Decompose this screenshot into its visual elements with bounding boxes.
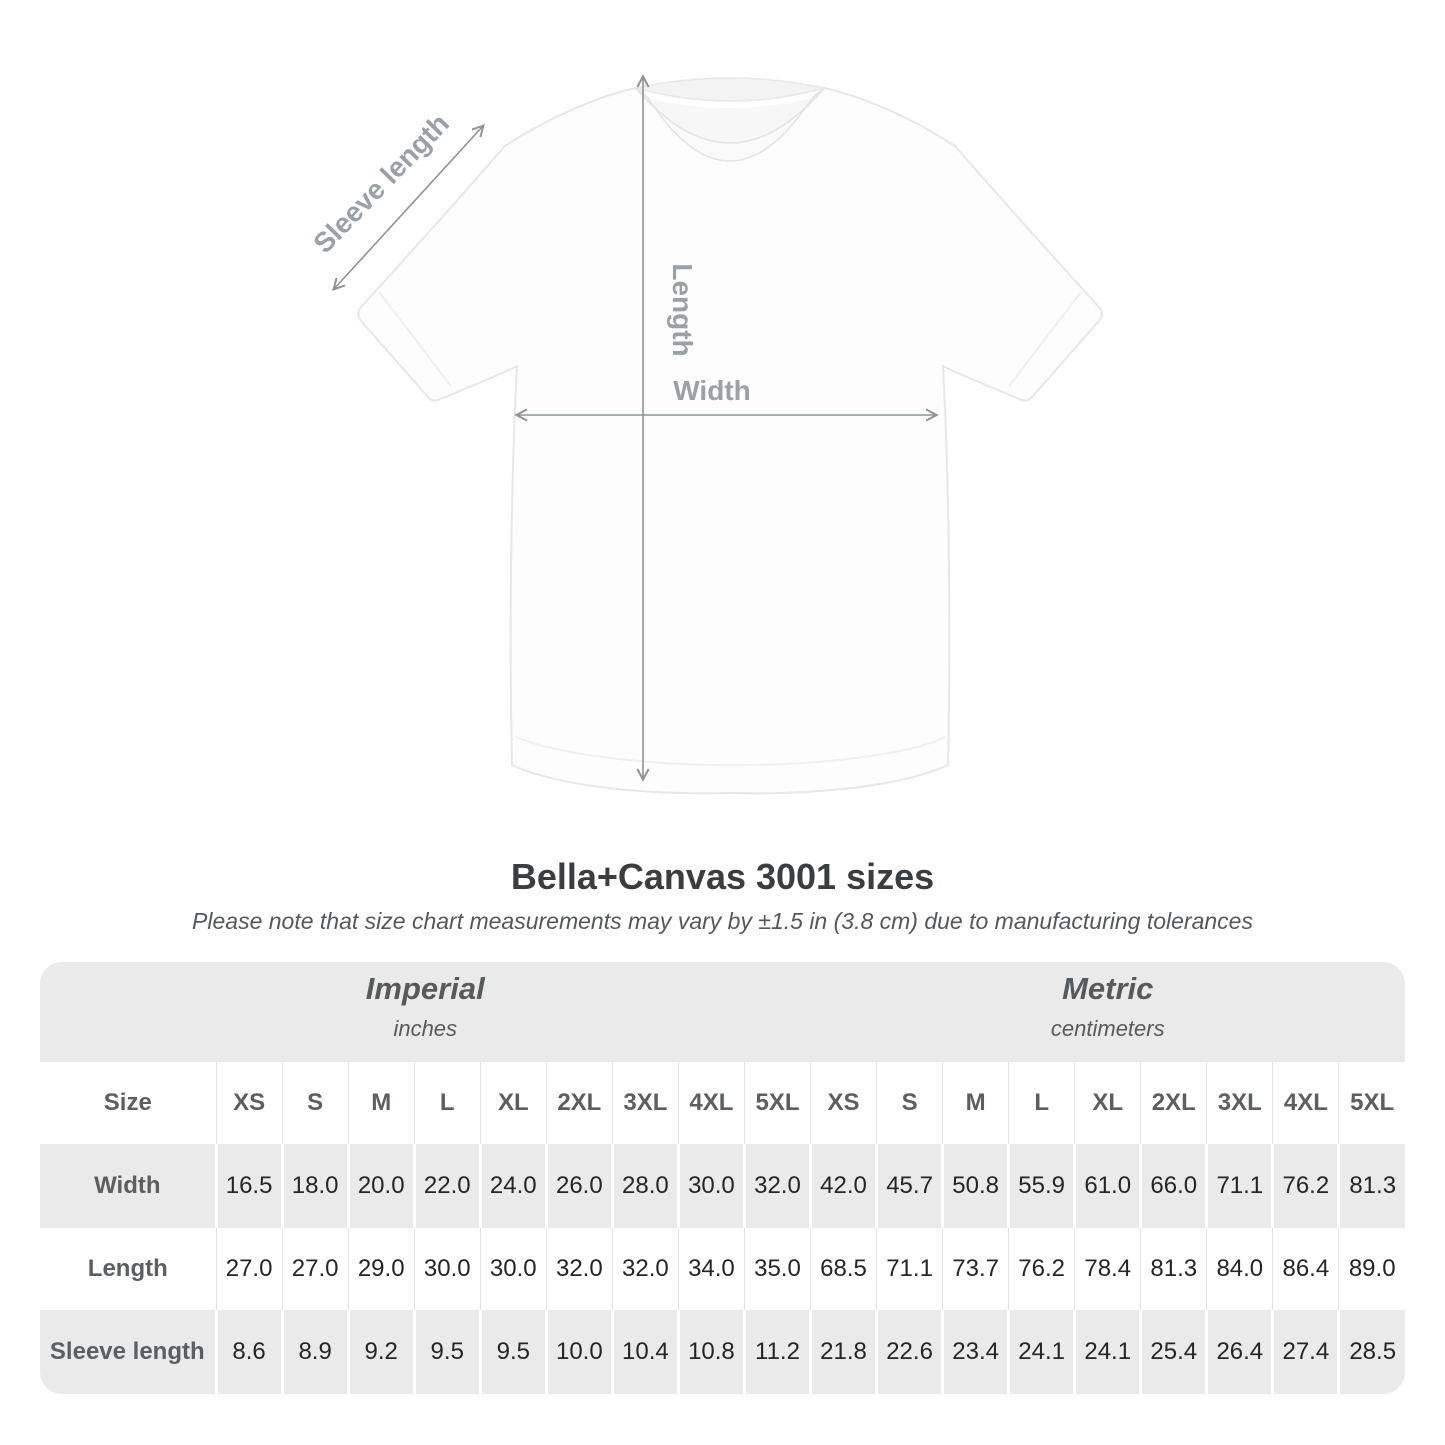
value-cell: 24.1 <box>1075 1310 1141 1394</box>
table-row-width <box>40 1144 1405 1228</box>
value-cell: 20.0 <box>348 1144 414 1228</box>
value-cell: 81.3 <box>1339 1144 1405 1228</box>
value-cell: 84.0 <box>1207 1228 1273 1310</box>
metric-section-header <box>811 962 1406 1062</box>
col-header: XL <box>1075 1062 1141 1144</box>
value-cell: 22.0 <box>414 1144 480 1228</box>
row-label: Length <box>40 1228 216 1310</box>
value-cell: 21.8 <box>811 1310 877 1394</box>
value-cell: 9.5 <box>480 1310 546 1394</box>
value-cell: 24.1 <box>1009 1310 1075 1394</box>
value-cell: 27.4 <box>1273 1310 1339 1394</box>
value-cell: 11.2 <box>744 1310 810 1394</box>
col-header: 4XL <box>1273 1062 1339 1144</box>
value-cell: 35.0 <box>744 1228 810 1310</box>
col-header: L <box>414 1062 480 1144</box>
value-cell: 10.0 <box>546 1310 612 1394</box>
value-cell: 30.0 <box>414 1228 480 1310</box>
col-header: L <box>1009 1062 1075 1144</box>
value-cell: 42.0 <box>811 1144 877 1228</box>
col-header: S <box>282 1062 348 1144</box>
col-header: 5XL <box>1339 1062 1405 1144</box>
value-cell: 28.5 <box>1339 1310 1405 1394</box>
col-header: 3XL <box>1207 1062 1273 1144</box>
table-row-length <box>40 1228 1405 1310</box>
col-header: XS <box>811 1062 877 1144</box>
value-cell: 76.2 <box>1273 1144 1339 1228</box>
size-table <box>40 962 1405 1394</box>
value-cell: 30.0 <box>480 1228 546 1310</box>
value-cell: 25.4 <box>1141 1310 1207 1394</box>
value-cell: 81.3 <box>1141 1228 1207 1310</box>
value-cell: 71.1 <box>1207 1144 1273 1228</box>
size-column-header: Size <box>40 1062 216 1144</box>
tolerance-note: Please note that size chart measurements may vary by ±1.5 in (3.8 cm) due to manufacturing tolerances <box>192 908 1253 935</box>
col-header: M <box>943 1062 1009 1144</box>
value-cell: 32.0 <box>612 1228 678 1310</box>
value-cell: 27.0 <box>282 1228 348 1310</box>
col-header: 4XL <box>678 1062 744 1144</box>
value-cell: 61.0 <box>1075 1144 1141 1228</box>
value-cell: 78.4 <box>1075 1228 1141 1310</box>
metric-unit: centimeters <box>1050 1016 1165 1042</box>
value-cell: 30.0 <box>678 1144 744 1228</box>
value-cell: 10.4 <box>612 1310 678 1394</box>
col-header: XL <box>480 1062 546 1144</box>
table-header-row <box>40 1062 1405 1144</box>
value-cell: 26.4 <box>1207 1310 1273 1394</box>
value-cell: 76.2 <box>1009 1228 1075 1310</box>
tshirt-back-collar <box>636 78 824 101</box>
value-cell: 29.0 <box>348 1228 414 1310</box>
value-cell: 26.0 <box>546 1144 612 1228</box>
value-cell: 68.5 <box>811 1228 877 1310</box>
value-cell: 18.0 <box>282 1144 348 1228</box>
value-cell: 23.4 <box>943 1310 1009 1394</box>
col-header: S <box>877 1062 943 1144</box>
value-cell: 24.0 <box>480 1144 546 1228</box>
value-cell: 32.0 <box>546 1228 612 1310</box>
value-cell: 66.0 <box>1141 1144 1207 1228</box>
value-cell: 73.7 <box>943 1228 1009 1310</box>
row-label: Sleeve length <box>40 1310 216 1394</box>
row-label: Width <box>40 1144 216 1228</box>
value-cell: 34.0 <box>678 1228 744 1310</box>
imperial-unit: inches <box>393 1016 458 1042</box>
value-cell: 22.6 <box>877 1310 943 1394</box>
width-label: Width <box>673 375 751 406</box>
value-cell: 32.0 <box>744 1144 810 1228</box>
value-cell: 8.6 <box>216 1310 282 1394</box>
value-cell: 16.5 <box>216 1144 282 1228</box>
value-cell: 9.2 <box>348 1310 414 1394</box>
value-cell: 10.8 <box>678 1310 744 1394</box>
metric-label: Metric <box>1062 971 1154 1007</box>
value-cell: 8.9 <box>282 1310 348 1394</box>
page-title: Bella+Canvas 3001 sizes <box>510 856 935 897</box>
col-header: M <box>348 1062 414 1144</box>
sleeve-length-label: Sleeve length <box>307 107 456 260</box>
value-cell: 50.8 <box>943 1144 1009 1228</box>
col-header: 5XL <box>744 1062 810 1144</box>
value-cell: 86.4 <box>1273 1228 1339 1310</box>
value-cell: 27.0 <box>216 1228 282 1310</box>
imperial-section-header <box>40 962 811 1062</box>
tshirt-outline <box>358 88 1102 793</box>
value-cell: 9.5 <box>414 1310 480 1394</box>
length-label: Length <box>667 263 698 357</box>
value-cell: 28.0 <box>612 1144 678 1228</box>
imperial-label: Imperial <box>365 971 485 1007</box>
col-header: 3XL <box>612 1062 678 1144</box>
col-header: XS <box>216 1062 282 1144</box>
table-row-sleeve-length <box>40 1310 1405 1394</box>
value-cell: 71.1 <box>877 1228 943 1310</box>
value-cell: 45.7 <box>877 1144 943 1228</box>
col-header: 2XL <box>1141 1062 1207 1144</box>
unit-band-row <box>40 962 1405 1062</box>
col-header: 2XL <box>546 1062 612 1144</box>
value-cell: 89.0 <box>1339 1228 1405 1310</box>
value-cell: 55.9 <box>1009 1144 1075 1228</box>
